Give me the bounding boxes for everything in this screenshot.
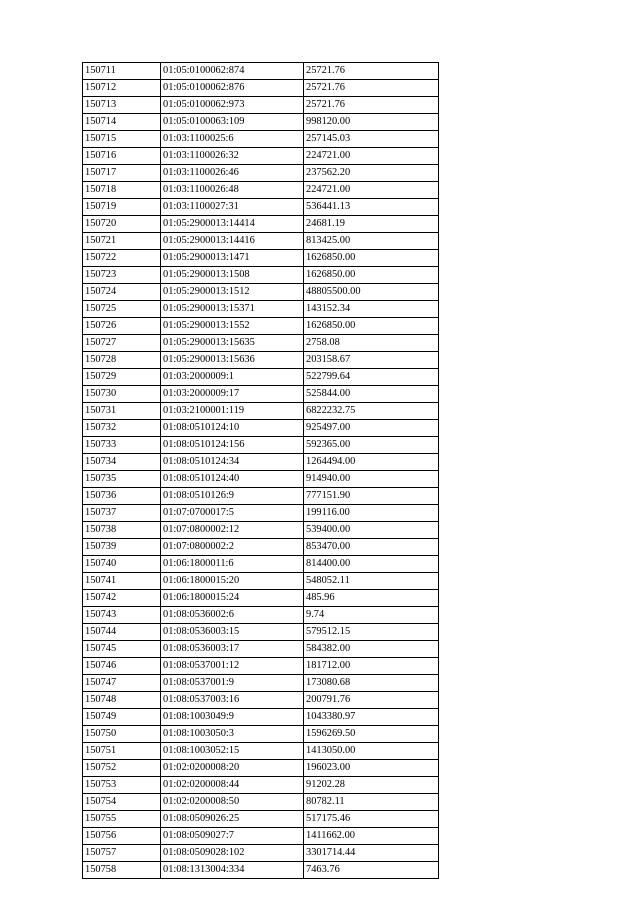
table-row xyxy=(83,369,439,386)
cadastral-number-cell: 01:03:1100025:6 xyxy=(161,131,304,148)
table-row xyxy=(83,658,439,675)
table-row xyxy=(83,607,439,624)
amount-cell: 536441.13 xyxy=(304,199,439,216)
row-number-cell: 150757 xyxy=(83,845,161,862)
cadastral-number-cell: 01:05:0100063:109 xyxy=(161,114,304,131)
table-row xyxy=(83,726,439,743)
table-row xyxy=(83,233,439,250)
row-number-cell: 150749 xyxy=(83,709,161,726)
amount-cell: 1043380.97 xyxy=(304,709,439,726)
cadastral-number-cell: 01:05:2900013:15635 xyxy=(161,335,304,352)
row-number-cell: 150735 xyxy=(83,471,161,488)
amount-cell: 777151.90 xyxy=(304,488,439,505)
amount-cell: 1411662.00 xyxy=(304,828,439,845)
cadastral-number-cell: 01:08:0537001:12 xyxy=(161,658,304,675)
cadastral-number-cell: 01:08:0509026:25 xyxy=(161,811,304,828)
cadastral-number-cell: 01:03:1100027:31 xyxy=(161,199,304,216)
cadastral-number-cell: 01:06:1800015:20 xyxy=(161,573,304,590)
table-row xyxy=(83,284,439,301)
data-table xyxy=(82,62,439,879)
amount-cell: 1626850.00 xyxy=(304,267,439,284)
amount-cell: 813425.00 xyxy=(304,233,439,250)
row-number-cell: 150736 xyxy=(83,488,161,505)
row-number-cell: 150738 xyxy=(83,522,161,539)
row-number-cell: 150746 xyxy=(83,658,161,675)
row-number-cell: 150751 xyxy=(83,743,161,760)
cadastral-number-cell: 01:03:2100001:119 xyxy=(161,403,304,420)
cadastral-number-cell: 01:02:0200008:50 xyxy=(161,794,304,811)
row-number-cell: 150748 xyxy=(83,692,161,709)
row-number-cell: 150726 xyxy=(83,318,161,335)
amount-cell: 25721.76 xyxy=(304,63,439,80)
row-number-cell: 150731 xyxy=(83,403,161,420)
cadastral-number-cell: 01:08:0536003:15 xyxy=(161,624,304,641)
cadastral-number-cell: 01:05:2900013:14414 xyxy=(161,216,304,233)
amount-cell: 1626850.00 xyxy=(304,250,439,267)
table-row xyxy=(83,539,439,556)
cadastral-number-cell: 01:05:2900013:15371 xyxy=(161,301,304,318)
cadastral-number-cell: 01:06:1800011:6 xyxy=(161,556,304,573)
row-number-cell: 150716 xyxy=(83,148,161,165)
cadastral-number-cell: 01:05:2900013:1471 xyxy=(161,250,304,267)
amount-cell: 181712.00 xyxy=(304,658,439,675)
cadastral-number-cell: 01:08:0537003:16 xyxy=(161,692,304,709)
row-number-cell: 150747 xyxy=(83,675,161,692)
table-row xyxy=(83,216,439,233)
amount-cell: 522799.64 xyxy=(304,369,439,386)
cadastral-number-cell: 01:03:1100026:48 xyxy=(161,182,304,199)
row-number-cell: 150734 xyxy=(83,454,161,471)
cadastral-number-cell: 01:07:0800002:2 xyxy=(161,539,304,556)
amount-cell: 6822232.75 xyxy=(304,403,439,420)
row-number-cell: 150755 xyxy=(83,811,161,828)
cadastral-number-cell: 01:08:0510124:10 xyxy=(161,420,304,437)
table-row xyxy=(83,675,439,692)
cadastral-number-cell: 01:08:1003049:9 xyxy=(161,709,304,726)
amount-cell: 224721.00 xyxy=(304,182,439,199)
amount-cell: 25721.76 xyxy=(304,80,439,97)
row-number-cell: 150730 xyxy=(83,386,161,403)
amount-cell: 173080.68 xyxy=(304,675,439,692)
cadastral-number-cell: 01:06:1800015:24 xyxy=(161,590,304,607)
table-row xyxy=(83,624,439,641)
table-row xyxy=(83,165,439,182)
cadastral-number-cell: 01:08:0510124:156 xyxy=(161,437,304,454)
table-row xyxy=(83,794,439,811)
table-row xyxy=(83,505,439,522)
row-number-cell: 150724 xyxy=(83,284,161,301)
table-row xyxy=(83,131,439,148)
table-row xyxy=(83,97,439,114)
row-number-cell: 150712 xyxy=(83,80,161,97)
table-row xyxy=(83,420,439,437)
row-number-cell: 150743 xyxy=(83,607,161,624)
row-number-cell: 150737 xyxy=(83,505,161,522)
row-number-cell: 150720 xyxy=(83,216,161,233)
table-row xyxy=(83,811,439,828)
row-number-cell: 150739 xyxy=(83,539,161,556)
row-number-cell: 150732 xyxy=(83,420,161,437)
amount-cell: 24681.19 xyxy=(304,216,439,233)
amount-cell: 1596269.50 xyxy=(304,726,439,743)
row-number-cell: 150717 xyxy=(83,165,161,182)
table-row xyxy=(83,709,439,726)
row-number-cell: 150754 xyxy=(83,794,161,811)
cadastral-number-cell: 01:08:0510124:40 xyxy=(161,471,304,488)
table-row xyxy=(83,335,439,352)
table-row xyxy=(83,760,439,777)
row-number-cell: 150719 xyxy=(83,199,161,216)
row-number-cell: 150722 xyxy=(83,250,161,267)
table-row xyxy=(83,182,439,199)
table-row xyxy=(83,454,439,471)
amount-cell: 814400.00 xyxy=(304,556,439,573)
cadastral-number-cell: 01:05:2900013:1508 xyxy=(161,267,304,284)
amount-cell: 196023.00 xyxy=(304,760,439,777)
row-number-cell: 150725 xyxy=(83,301,161,318)
table-row xyxy=(83,148,439,165)
row-number-cell: 150756 xyxy=(83,828,161,845)
cadastral-number-cell: 01:07:0800002:12 xyxy=(161,522,304,539)
cadastral-number-cell: 01:02:0200008:20 xyxy=(161,760,304,777)
cadastral-number-cell: 01:05:2900013:14416 xyxy=(161,233,304,250)
table-row xyxy=(83,267,439,284)
row-number-cell: 150727 xyxy=(83,335,161,352)
row-number-cell: 150715 xyxy=(83,131,161,148)
row-number-cell: 150729 xyxy=(83,369,161,386)
table-row xyxy=(83,352,439,369)
table-row xyxy=(83,488,439,505)
cadastral-number-cell: 01:05:2900013:1512 xyxy=(161,284,304,301)
row-number-cell: 150752 xyxy=(83,760,161,777)
amount-cell: 2758.08 xyxy=(304,335,439,352)
table-body xyxy=(83,63,439,879)
table-row xyxy=(83,318,439,335)
cadastral-number-cell: 01:05:0100062:973 xyxy=(161,97,304,114)
cadastral-number-cell: 01:08:1003052:15 xyxy=(161,743,304,760)
cadastral-number-cell: 01:05:2900013:15636 xyxy=(161,352,304,369)
row-number-cell: 150741 xyxy=(83,573,161,590)
amount-cell: 3301714.44 xyxy=(304,845,439,862)
cadastral-number-cell: 01:05:2900013:1552 xyxy=(161,318,304,335)
cadastral-number-cell: 01:08:0510126:9 xyxy=(161,488,304,505)
table-row xyxy=(83,250,439,267)
row-number-cell: 150750 xyxy=(83,726,161,743)
amount-cell: 199116.00 xyxy=(304,505,439,522)
row-number-cell: 150713 xyxy=(83,97,161,114)
amount-cell: 548052.11 xyxy=(304,573,439,590)
row-number-cell: 150718 xyxy=(83,182,161,199)
table-row xyxy=(83,80,439,97)
row-number-cell: 150753 xyxy=(83,777,161,794)
amount-cell: 25721.76 xyxy=(304,97,439,114)
amount-cell: 9.74 xyxy=(304,607,439,624)
row-number-cell: 150714 xyxy=(83,114,161,131)
cadastral-number-cell: 01:08:0509028:102 xyxy=(161,845,304,862)
amount-cell: 584382.00 xyxy=(304,641,439,658)
row-number-cell: 150723 xyxy=(83,267,161,284)
row-number-cell: 150758 xyxy=(83,862,161,879)
amount-cell: 237562.20 xyxy=(304,165,439,182)
amount-cell: 257145.03 xyxy=(304,131,439,148)
table-row xyxy=(83,862,439,879)
cadastral-number-cell: 01:02:0200008:44 xyxy=(161,777,304,794)
amount-cell: 579512.15 xyxy=(304,624,439,641)
cadastral-number-cell: 01:08:1313004:334 xyxy=(161,862,304,879)
table-row xyxy=(83,199,439,216)
cadastral-number-cell: 01:08:1003050:3 xyxy=(161,726,304,743)
amount-cell: 539400.00 xyxy=(304,522,439,539)
cadastral-number-cell: 01:05:0100062:876 xyxy=(161,80,304,97)
cadastral-number-cell: 01:08:0536003:17 xyxy=(161,641,304,658)
amount-cell: 998120.00 xyxy=(304,114,439,131)
table-row xyxy=(83,114,439,131)
amount-cell: 1413050.00 xyxy=(304,743,439,760)
row-number-cell: 150728 xyxy=(83,352,161,369)
table-row xyxy=(83,63,439,80)
cadastral-number-cell: 01:08:0509027:7 xyxy=(161,828,304,845)
amount-cell: 80782.11 xyxy=(304,794,439,811)
amount-cell: 200791.76 xyxy=(304,692,439,709)
table-row xyxy=(83,828,439,845)
amount-cell: 1626850.00 xyxy=(304,318,439,335)
table-row xyxy=(83,692,439,709)
cadastral-number-cell: 01:03:2000009:17 xyxy=(161,386,304,403)
amount-cell: 853470.00 xyxy=(304,539,439,556)
amount-cell: 7463.76 xyxy=(304,862,439,879)
cadastral-number-cell: 01:08:0536002:6 xyxy=(161,607,304,624)
table-row xyxy=(83,573,439,590)
cadastral-number-cell: 01:05:0100062:874 xyxy=(161,63,304,80)
table-row xyxy=(83,301,439,318)
table-row xyxy=(83,403,439,420)
amount-cell: 1264494.00 xyxy=(304,454,439,471)
row-number-cell: 150711 xyxy=(83,63,161,80)
row-number-cell: 150742 xyxy=(83,590,161,607)
cadastral-number-cell: 01:03:1100026:46 xyxy=(161,165,304,182)
amount-cell: 143152.34 xyxy=(304,301,439,318)
row-number-cell: 150740 xyxy=(83,556,161,573)
amount-cell: 914940.00 xyxy=(304,471,439,488)
table-row xyxy=(83,641,439,658)
table-row xyxy=(83,437,439,454)
amount-cell: 48805500.00 xyxy=(304,284,439,301)
cadastral-number-cell: 01:08:0510124:34 xyxy=(161,454,304,471)
table-row xyxy=(83,386,439,403)
table-row xyxy=(83,845,439,862)
cadastral-number-cell: 01:08:0537001:9 xyxy=(161,675,304,692)
amount-cell: 925497.00 xyxy=(304,420,439,437)
table-row xyxy=(83,590,439,607)
amount-cell: 525844.00 xyxy=(304,386,439,403)
row-number-cell: 150733 xyxy=(83,437,161,454)
amount-cell: 91202.28 xyxy=(304,777,439,794)
amount-cell: 517175.46 xyxy=(304,811,439,828)
cadastral-number-cell: 01:03:1100026:32 xyxy=(161,148,304,165)
table-row xyxy=(83,556,439,573)
amount-cell: 485.96 xyxy=(304,590,439,607)
table-row xyxy=(83,471,439,488)
cadastral-number-cell: 01:03:2000009:1 xyxy=(161,369,304,386)
cadastral-number-cell: 01:07:0700017:5 xyxy=(161,505,304,522)
row-number-cell: 150744 xyxy=(83,624,161,641)
amount-cell: 203158.67 xyxy=(304,352,439,369)
table-row xyxy=(83,743,439,760)
table-row xyxy=(83,522,439,539)
row-number-cell: 150721 xyxy=(83,233,161,250)
table-row xyxy=(83,777,439,794)
amount-cell: 224721.00 xyxy=(304,148,439,165)
row-number-cell: 150745 xyxy=(83,641,161,658)
amount-cell: 592365.00 xyxy=(304,437,439,454)
